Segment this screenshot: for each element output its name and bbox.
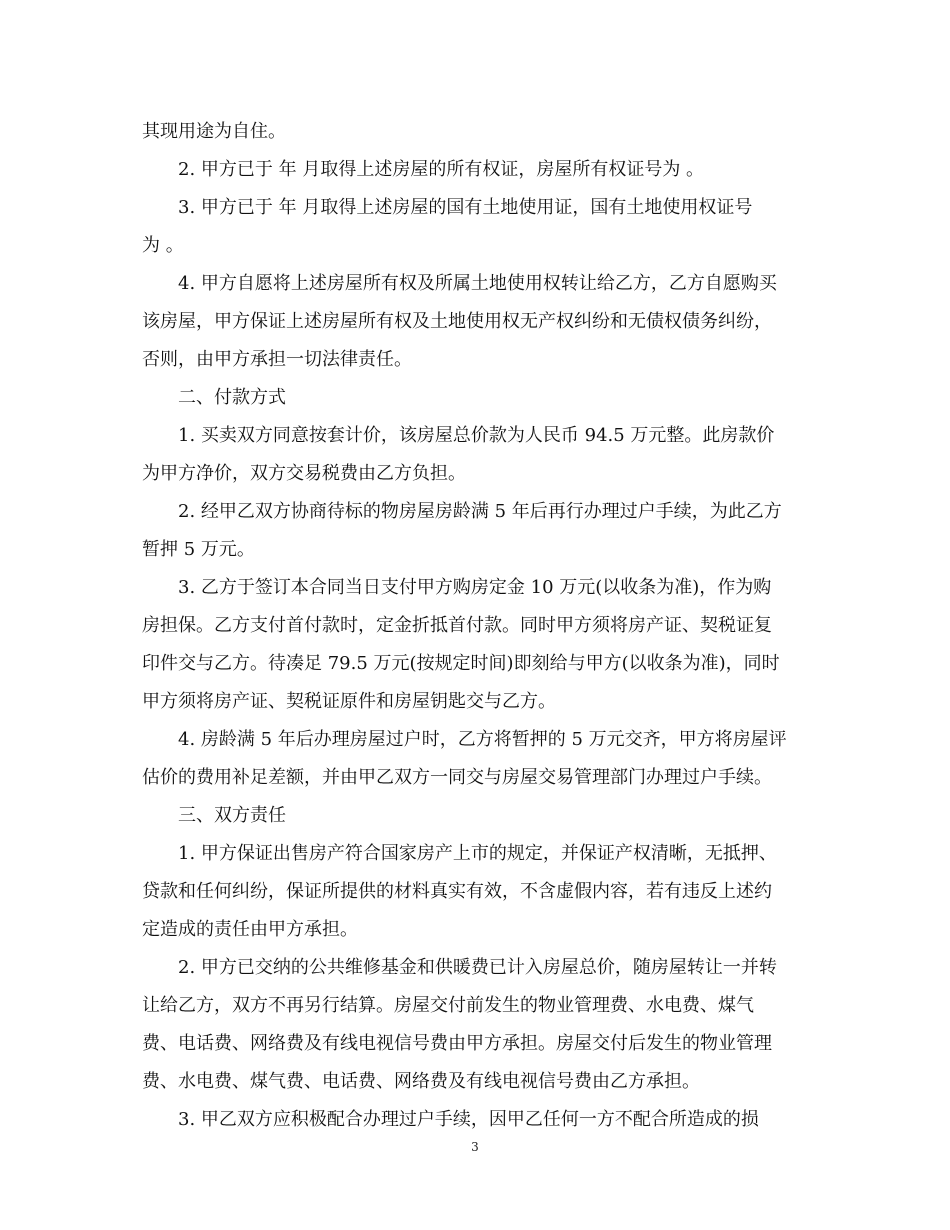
text-line: 4. 甲方自愿将上述房屋所有权及所属土地使用权转让给乙方，乙方自愿购买 — [178, 273, 777, 294]
text-line: 暂押 5 万元。 — [142, 539, 255, 560]
text-line: 3. 乙方于签订本合同当日支付甲方购房定金 10 万元(以收条为准)，作为购 — [178, 577, 772, 598]
text-line: 定造成的责任由甲方承担。 — [142, 919, 358, 940]
text-line: 1. 甲方保证出售房产符合国家房产上市的规定，并保证产权清晰，无抵押、 — [178, 843, 777, 864]
text-line: 4. 房龄满 5 年后办理房屋过户时，乙方将暂押的 5 万元交齐，甲方将房屋评 — [178, 729, 787, 750]
text-line: 甲方须将房产证、契税证原件和房屋钥匙交与乙方。 — [142, 691, 556, 712]
text-line: 否则，由甲方承担一切法律责任。 — [142, 349, 412, 370]
text-line: 该房屋，甲方保证上述房屋所有权及土地使用权无产权纠纷和无债权债务纠纷， — [142, 311, 772, 332]
text-line: 2. 经甲乙双方协商待标的物房屋房龄满 5 年后再行办理过户手续，为此乙方 — [178, 501, 782, 522]
text-line: 2. 甲方已于 年 月取得上述房屋的所有权证，房屋所有权证号为 。 — [178, 159, 705, 180]
text-line: 房担保。乙方支付首付款时，定金折抵首付款。同时甲方须将房产证、契税证复 — [142, 615, 772, 636]
text-line: 1. 买卖双方同意按套计价，该房屋总价款为人民币 94.5 万元整。此房款价 — [178, 425, 775, 446]
text-line: 费、电话费、网络费及有线电视信号费由甲方承担。房屋交付后发生的物业管理 — [142, 1033, 772, 1054]
text-line: 为 。 — [142, 235, 184, 256]
text-line: 3. 甲方已于 年 月取得上述房屋的国有土地使用证，国有土地使用权证号 — [178, 197, 753, 218]
text-line: 2. 甲方已交纳的公共维修基金和供暖费已计入房屋总价，随房屋转让一并转 — [178, 957, 777, 978]
text-line: 三、双方责任 — [178, 805, 286, 826]
text-line: 为甲方净价，双方交易税费由乙方负担。 — [142, 463, 466, 484]
text-line: 贷款和任何纠纷，保证所提供的材料真实有效，不含虚假内容，若有违反上述约 — [142, 881, 772, 902]
text-line: 二、付款方式 — [178, 387, 286, 408]
text-line: 印件交与乙方。待凑足 79.5 万元(按规定时间)即刻给与甲方(以收条为准)，同时 — [142, 653, 780, 674]
text-line: 让给乙方，双方不再另行结算。房屋交付前发生的物业管理费、水电费、煤气 — [142, 995, 754, 1016]
text-line: 估价的费用补足差额，并由甲乙双方一同交与房屋交易管理部门办理过户手续。 — [142, 767, 772, 788]
document-body — [142, 113, 812, 1139]
text-line: 其现用途为自住。 — [142, 121, 286, 142]
text-line: 3. 甲乙双方应积极配合办理过户手续，因甲乙任何一方不配合所造成的损 — [178, 1109, 759, 1130]
page-number: 3 — [471, 1140, 479, 1154]
text-line: 费、水电费、煤气费、电话费、网络费及有线电视信号费由乙方承担。 — [142, 1071, 700, 1092]
